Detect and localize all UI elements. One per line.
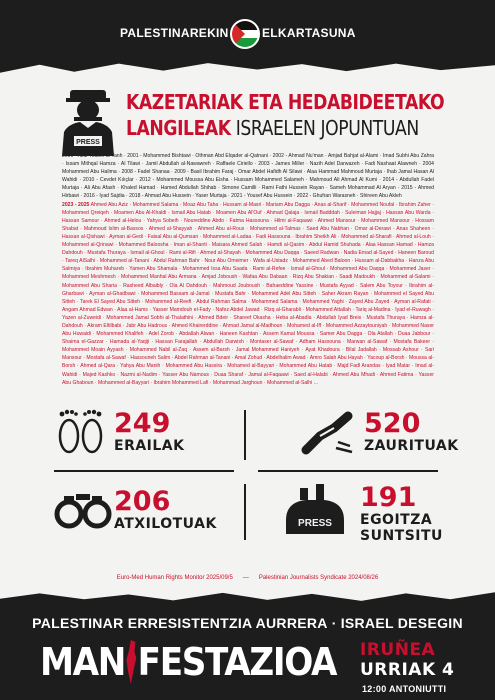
wordmark-right: FESTAZIOA (137, 640, 337, 684)
handcuffs-icon (54, 484, 112, 534)
org-right: ELKARTASUNA (262, 26, 356, 40)
title-black: ISRAELEN JOPUNTUAN (235, 116, 419, 140)
slogan-dot: · (331, 615, 337, 631)
title-red: LANGILEAK (126, 116, 231, 140)
victims-period-label: 2023 - 2025 (62, 201, 90, 208)
press-office-badge: PRESS (298, 518, 332, 529)
wordmark-left: MAN (40, 640, 126, 684)
victims-part-1: 2000 - Aziz Yousef al-Tanh · 2001 - Mohammed Bishtawi · Othman Abd Elqader al-Qatnani · 2002 - Ahmad Nu'man · Amjad Bahjat al-Alami · Imad Subhi Abu Zahra · Issam Mithqal Hamza · Al Tilawi · Jamil Abdullah al-Nawawreh · Raffaele Ciriello · 2003 - James Miller · Nazih Adel Darwazeh · Fadi Nashaat Alawneh · 2004 Mohammed Abu Halima · 2008 - Fadel Shanaa · 2009 - Basil Ibrahim Faraj · Omar Abdel Hafidh Al Silawi · Alaa Hammad Mahmoud Murtaja · Ihab Jamal Hasan Al Wahidi · 2010 - Cevdet Kılıçlar · 2012 - Mohammed Moussa Abu Eisha · Hussam Mohammed Salameh · Mahmoud Ali Ahmad Al Kumi · 2014 - Abdullah Fadel Murtaja · Ali Abu Afash · Khaled Hamad · Hamed Abdullah Shihab · Simone Camilli · Rami Fathi Hussein Rayan · Sameh Mohammad Al Aryan · 2015 - Ahmed Hirbawi · 2016 - Iyad Sajdia · 2018 - Ahmad Abu Hussein · Yaser Murtaja · 2021 - Yousef Abu Hussein · 2022 - Ghufran Warasneh · Shireen Abu Akleh (62, 153, 434, 200)
event-date: URRIAK 4 (360, 660, 455, 680)
title-line-2 (126, 116, 419, 140)
stat-arrested-label: ATXILOTUAK (114, 516, 217, 532)
divider-horizontal-left (54, 470, 234, 472)
palestine-map-icon (125, 642, 138, 680)
press-badge: PRESS (76, 139, 100, 146)
palestine-flag-icon (230, 19, 260, 49)
source-separator: — (242, 575, 249, 581)
divider-horizontal-right (258, 470, 438, 472)
stat-wounded-label: ZAURITUAK (364, 438, 459, 454)
org-left: PALESTINAREKIN (120, 26, 229, 40)
title-line-1: KAZETARIAK ETA HEDABIDEETAKO (126, 90, 445, 114)
feet-icon (54, 406, 108, 456)
event-time: 12:00 ANTONIUTTI (362, 684, 447, 694)
stat-wounded-number: 520 (364, 408, 421, 439)
stat-offices-label-1: EGOITZA (360, 512, 433, 528)
victims-part-2: Ahmed Abu Aziz · Mohammed Salama · Moaz Abu Taha · Hussam al-Masri · Mariam Abu Dagga · Anas al-Sharif · Mohammed Noufal · Ibrahim Zaher · Mohammed Qreiqeh · Moamen Abu Al-Khaldi · Ismail Abu Hatab · Moamen Abu Al'Ouf · Ahmad Qalaja · Ismail Badddah · Suleiman Hajjaj · Hassan Abu Warda · Hassan Samour · Ahmed al-Helou · Yahya Sobeih · Noureddine Abdo · Fatma Hassouna · Hilmi al-Faqaawi · Ahmed Mansour · Mohammed Mansour · Hossam Shabat · Mahmoud Islim al-Bassos · Ahmed al-Shayyah · Ahmed Abu al-Rous · Mohammed al-Talmas · Saed Abu Nabhan · Omar al-Derawi · Anas Shaheen · Hassan al-Qishawi · Ayman al-Gedi · Faisal Abu al-Qumsan · Mohammed al-Ladaa · Fadi Hassouna · Ibrahim Sheikh Ali · Mohammed al-Sharafi · Ahmed al-Louh · Mohammed al-Qrinawi · Mohammed Baloosha · Iman al-Shanti · Maisara Ahmed Salah · Hamdi al-Qasim · Abdul Hamid Shuhada · Alaa Hassan Hamad · Hamza Dahdouh · Mustafa Thuraya · Ismail al-Ghoul · Rami al-Rifi · Ahmed al-Shayah · Mohammed Abu Daqqa · Saeed Radwan · Nadia Emad al-Sayed · Haneen Baroud · Tareq AlSalhi · Mohammed al-Tanani · Abdul Rahman Bahr · Nour Abu Omeimer · Wafa al-Ustadz · Mohammed Abed Baloon · Hussam al-Dabbakha · Hanza Abu Salmiya · Ibrahim Muhareb · Yamen Abu Shamala · Mohammed Issa Abu Saada · Rami al-Refee · Ismail al-Ghoul · Mohammed Abu Daqqa · Mohammed Jaser · Mohammed Meshmesh · Mohammed Manhal Abu Armana · Amjad Joboush · Wafaa Abu Dabaan · Rizq Abu Shakian · Saadi Madoukh · Mohammed al-Salami · Mohammed Abu Sharia · Rasheed Albaibly · Ola Al Dahdouh · Mahmoud Jouboush · Bahaeddine Yassine · Mustafa Ayyad · Salem Abu Toyour · Ibrahim al-Gharbawi · Ayman al-Ghadbawi · Mohammed Bassam al-Jamal · Mustafa Bahr · Mohammed Adel Abu Sitteh · Saher Akram Rayan · Mohammed el Sayed Abu Sitteh · Tarek El Sayed Abu Sitteh · Mohammed al-Reefi · Abdul Rahman Salma · Mohammed Salama · Mohammed Yaghi · Zayed Abu Zayed · Ayman al-Rafati · Angam Ahmad Edwan · Alaa al-Hams · Yasser Mamdouh el-Fady · Nafez Abdel Jawad · Rizq al-Gharabli · Mohammed Attallah · Tariq al-Madina · Iyad el-Ruwagh · Yazen al-Zuweidi · Mohammed Jamal Sobhi al-Thalathini · Ahmed Bdeir · Shareef Okasha · Heba al-Abadla · Abdullah Iyad Breis · Mustafa Thuraya · Hamza al-Dahdouh · Akram Eltilbabi · Jabr Abu Hadrous · Ahmed Khairerddine · Ahmad Jamal al-Madhoun · Mohamed al-Iff · Mohammed Azzaytouniyah · Mohammed Naser Abu Huwaidi · Mohammed Khalifeh · Adel Zorob · Abdallah Alwan · Haneen Kashtan · Assem Kamal Moussa · Samer Abu Dagga · Ola Atallah · Duaa Jabbour · Shaima el-Gazzar · Hamada al-Yaqiji · Hassan Farajallah · Abdullah Darwish · Montaser al-Sawaf · Adham Hassouna · Marwan al-Sawaf · Mostafa Bakeer · Mohammed Moain Ayyash · Mohammed Nabil al-Zaq · Assem al-Barsh · Jamal Mohammed Haniyeh · Ayat Khadoura · Bilal Jadallah · Mossab Ashour · Sari Mansour · Mostafa al-Sawaf · Hassouneh Salim · Abdel Rahman al-Tanani · Amal Zohud · Abdelhalim Awad · Amro Salah Abu Hayah · Yacoup al-Borsh · Moussa al-Borsh · Ahmed al-Qara · Yahya Abu Manih · Mohammed Abu Hassira · Mohamed al-Bayyari · Mohammed Abu Hatab · Majd Fadl Arandas · Iyad Matar · Imad al-Wahidi · Majed Kashko · Nazmi al-Nadim · Yasser Abu Namous · Duaa Sharaf · Jamal al-Faqaawi · Saed al-Halabi · Ahmed Abu Mhadi · Ahmed Fatima · Yasser Abu Ghaboun · Mohammed al-Bayyari · Ibrahim Mohammed Lafi · Mohammad Jarghoun · Mohammed al-Salhi ... (62, 201, 434, 386)
divider-vertical-bottom (244, 484, 246, 540)
stat-killed-number: 249 (114, 408, 171, 439)
stat-arrested-number: 206 (114, 486, 171, 517)
stat-offices-number: 191 (360, 482, 417, 513)
divider-vertical-top (244, 410, 246, 460)
stat-killed-label: ERAILAK (114, 438, 185, 454)
stat-offices (360, 484, 443, 544)
press-office-icon (280, 482, 350, 538)
manifestazioa-wordmark (40, 640, 336, 684)
injured-arm-icon (300, 406, 358, 458)
stat-killed (114, 410, 185, 454)
stat-arrested (114, 488, 217, 532)
source-left: Euro-Med Human Rights Monitor 2025/09/5 (116, 575, 233, 581)
slogan (0, 615, 495, 631)
stat-wounded (364, 410, 459, 454)
slogan-left: PALESTINAR ERRESISTENTZIA AURRERA (32, 615, 328, 631)
victims-list (62, 152, 434, 394)
stat-offices-label-2: SUNTSITU (360, 528, 443, 544)
event-city: IRUÑEA (360, 640, 436, 660)
journalist-icon (58, 86, 118, 156)
slogan-right: ISRAEL DESEGIN (340, 615, 463, 631)
header (0, 0, 495, 70)
sources (0, 575, 495, 581)
source-right: Palestinian Journalists Syndicate 2024/08/26 (258, 575, 379, 581)
